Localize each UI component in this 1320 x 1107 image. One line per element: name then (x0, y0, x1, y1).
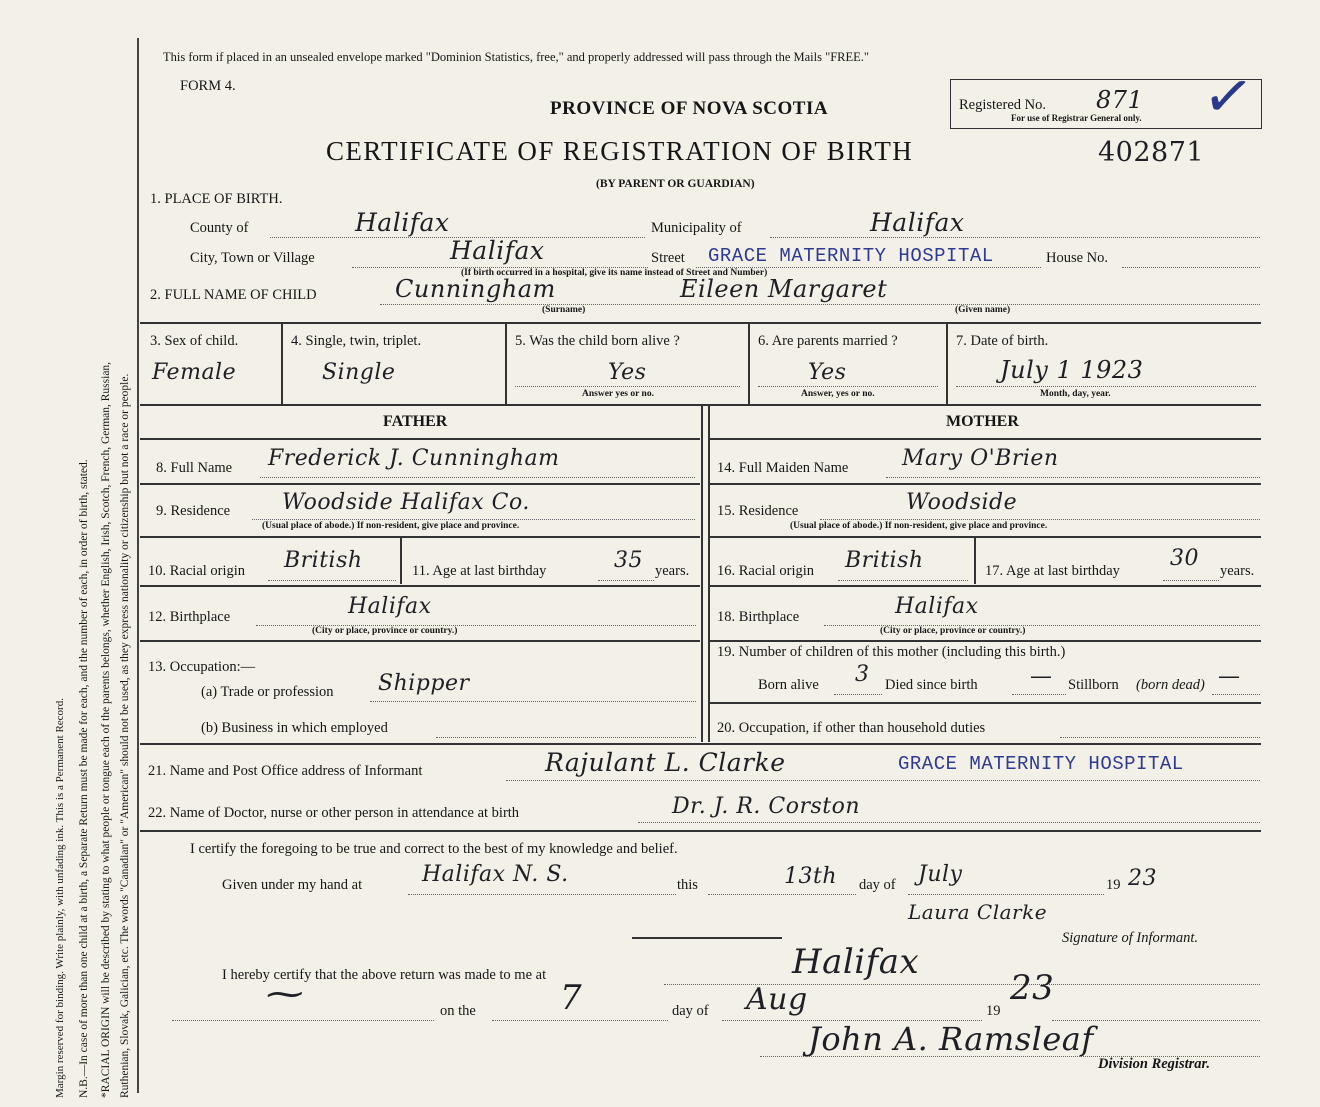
mother-age-value: 30 (1170, 546, 1199, 571)
married-note: Answer, yes or no. (801, 389, 875, 399)
cert-year-prefix: 19 (1106, 877, 1121, 893)
father-birthplace-value: Halifax (348, 594, 432, 619)
born-alive-label: 5. Was the child born alive ? (515, 333, 680, 349)
on-the-label: on the (440, 1003, 476, 1019)
registrar-day-value: 7 (560, 978, 583, 1018)
dob-label: 7. Date of birth. (956, 333, 1049, 349)
mother-residence-note: (Usual place of abode.) If non-resident, give place and province. (790, 521, 1048, 531)
married-label: 6. Are parents married ? (758, 333, 898, 349)
father-racial-label: 10. Racial origin (148, 563, 246, 579)
married-value: Yes (808, 360, 847, 385)
cert-year-value: 23 (1128, 866, 1157, 891)
father-residence-value: Woodside Halifax Co. (282, 490, 530, 515)
division-registrar-label: Division Registrar. (1098, 1056, 1210, 1072)
mother-heading: MOTHER (946, 413, 1019, 430)
father-age-value: 35 (614, 548, 643, 573)
informant-signature: Laura Clarke (908, 900, 1048, 924)
stillborn-note: (born dead) (1136, 677, 1205, 693)
registrar-year-value: 23 (1010, 968, 1055, 1008)
margin-text-2: N.B.—In case of more than one child at a birth, a Separate Return must be made for each, and the number of each, in order of birth, stated. (78, 459, 90, 1098)
registrar-year-prefix: 19 (986, 1003, 1001, 1019)
cert-month-value: July (918, 862, 963, 887)
died-value: — (1030, 664, 1053, 689)
certificate-number: 402871 (1098, 137, 1205, 168)
street-label: Street (651, 250, 685, 266)
margin-rule (137, 38, 139, 1093)
margin-text-4: Ruthenian, Slovak, Galician, etc. The words "Canadian" or "American" should not be used, as they express nationality or citizenship but not a race or people. (119, 373, 131, 1098)
born-alive-value: Yes (608, 360, 647, 385)
informant-name: Rajulant L. Clarke (545, 748, 786, 777)
mother-occupation-label: 20. Occupation, if other than household duties (717, 720, 986, 736)
doctor-value: Dr. J. R. Corston (672, 794, 861, 819)
mother-age-unit: years. (1220, 563, 1255, 579)
father-birthplace-note: (City or place, province or country.) (312, 626, 458, 636)
father-heading: FATHER (383, 413, 448, 430)
died-label: Died since birth (885, 677, 978, 693)
doctor-label: 22. Name of Doctor, nurse or other person in attendance at birth (148, 805, 520, 821)
given-note: (Given name) (955, 305, 1011, 315)
father-residence-label: 9. Residence (156, 503, 231, 519)
mother-name-label: 14. Full Maiden Name (717, 460, 849, 476)
father-trade-value: Shipper (378, 671, 470, 696)
given-place-value: Halifax N. S. (422, 862, 569, 887)
cert-day-of-label: day of (859, 877, 896, 893)
stillborn-label: Stillborn (1068, 677, 1119, 693)
father-trade-label: (a) Trade or profession (201, 684, 334, 700)
mail-notice: This form if placed in an unsealed envelope marked "Dominion Statistics, free," and properly addressed will pass through the Mails "FREE." (163, 50, 870, 64)
street-value: GRACE MATERNITY HOSPITAL (708, 245, 994, 267)
city-label: City, Town or Village (190, 250, 315, 266)
informant-address: GRACE MATERNITY HOSPITAL (898, 753, 1184, 775)
child-surname: Cunningham (395, 275, 556, 303)
mother-name-value: Mary O'Brien (902, 446, 1059, 471)
this-label: this (677, 877, 698, 893)
father-name-label: 8. Full Name (156, 460, 233, 476)
certificate-title: CERTIFICATE OF REGISTRATION OF BIRTH (326, 136, 914, 166)
signature-label: Signature of Informant. (1062, 930, 1199, 946)
margin-text-1: Margin reserved for binding. Write plainly, with unfading ink. This is a Permanent Record. (54, 698, 66, 1098)
registered-label: Registered No. (959, 97, 1046, 113)
mother-racial-value: British (845, 548, 924, 573)
county-value: Halifax (355, 208, 450, 237)
form-number: FORM 4. (180, 78, 236, 94)
child-given-name: Eileen Margaret (680, 275, 888, 303)
mother-children-label: 19. Number of children of this mother (including this birth.) (717, 644, 1066, 660)
born-alive-count-label: Born alive (758, 677, 819, 693)
mother-residence-label: 15. Residence (717, 503, 799, 519)
registrar-signature: John A. Ramsleaf (808, 1020, 1094, 1058)
mother-birthplace-note: (City or place, province or country.) (880, 626, 1026, 636)
city-value: Halifax (450, 236, 545, 265)
child-name-label: 2. FULL NAME OF CHILD (150, 287, 317, 303)
born-alive-count-value: 3 (855, 662, 870, 687)
mother-age-label: 17. Age at last birthday (985, 563, 1120, 579)
registrar-place-value: Halifax (792, 942, 920, 982)
dob-note: Month, day, year. (1040, 389, 1111, 399)
father-occupation-label: 13. Occupation:— (148, 659, 256, 675)
mother-birthplace-value: Halifax (895, 594, 979, 619)
registered-number: 871 (1096, 86, 1144, 114)
margin-text-3: *RACIAL ORIGIN will be described by stating to what people or tongue each of the parents belongs, whether English, Irish, Scotch, French, German, Russian, (100, 361, 112, 1098)
check-mark-icon: ✓ (1198, 58, 1258, 136)
hospital-note: (If birth occurred in a hospital, give its name instead of Street and Number) (461, 268, 768, 278)
father-racial-value: British (284, 548, 363, 573)
informant-label: 21. Name and Post Office address of Informant (148, 763, 423, 779)
mother-racial-label: 16. Racial origin (717, 563, 815, 579)
father-residence-note: (Usual place of abode.) If non-resident, give place and province. (262, 521, 520, 531)
father-age-label: 11. Age at last birthday (412, 563, 547, 579)
sex-value: Female (152, 360, 237, 385)
subtitle: (BY PARENT OR GUARDIAN) (596, 178, 755, 190)
father-age-unit: years. (655, 563, 690, 579)
born-alive-note: Answer yes or no. (582, 389, 654, 399)
municipality-value: Halifax (870, 208, 965, 237)
father-name-value: Frederick J. Cunningham (268, 446, 560, 471)
surname-note: (Surname) (542, 305, 586, 315)
certify-text: I certify the foregoing to be true and correct to the best of my knowledge and belief. (190, 841, 678, 857)
single-label: 4. Single, twin, triplet. (291, 333, 422, 349)
father-business-label: (b) Business in which employed (201, 720, 388, 736)
given-label: Given under my hand at (222, 877, 363, 893)
municipality-label: Municipality of (651, 220, 742, 236)
cert-day-value: 13th (784, 864, 838, 889)
registrar-note: For use of Registrar General only. (1011, 113, 1142, 123)
county-label: County of (190, 220, 249, 236)
registrar-certify-text: I hereby certify that the above return was made to me at (222, 967, 547, 983)
dob-value: July 1 1923 (1000, 356, 1144, 384)
place-heading: 1. PLACE OF BIRTH. (150, 191, 283, 207)
province-heading: PROVINCE OF NOVA SCOTIA (550, 98, 829, 119)
house-label: House No. (1046, 250, 1109, 266)
registrar-day-of-label: day of (672, 1003, 709, 1019)
stillborn-value: — (1218, 664, 1241, 689)
mother-birthplace-label: 18. Birthplace (717, 609, 800, 625)
registrar-month-value: Aug (746, 982, 808, 1017)
single-value: Single (322, 360, 396, 385)
sex-label: 3. Sex of child. (150, 333, 239, 349)
registrar-place-flourish: ~ (262, 974, 309, 1014)
father-birthplace-label: 12. Birthplace (148, 609, 231, 625)
mother-residence-value: Woodside (906, 490, 1018, 515)
